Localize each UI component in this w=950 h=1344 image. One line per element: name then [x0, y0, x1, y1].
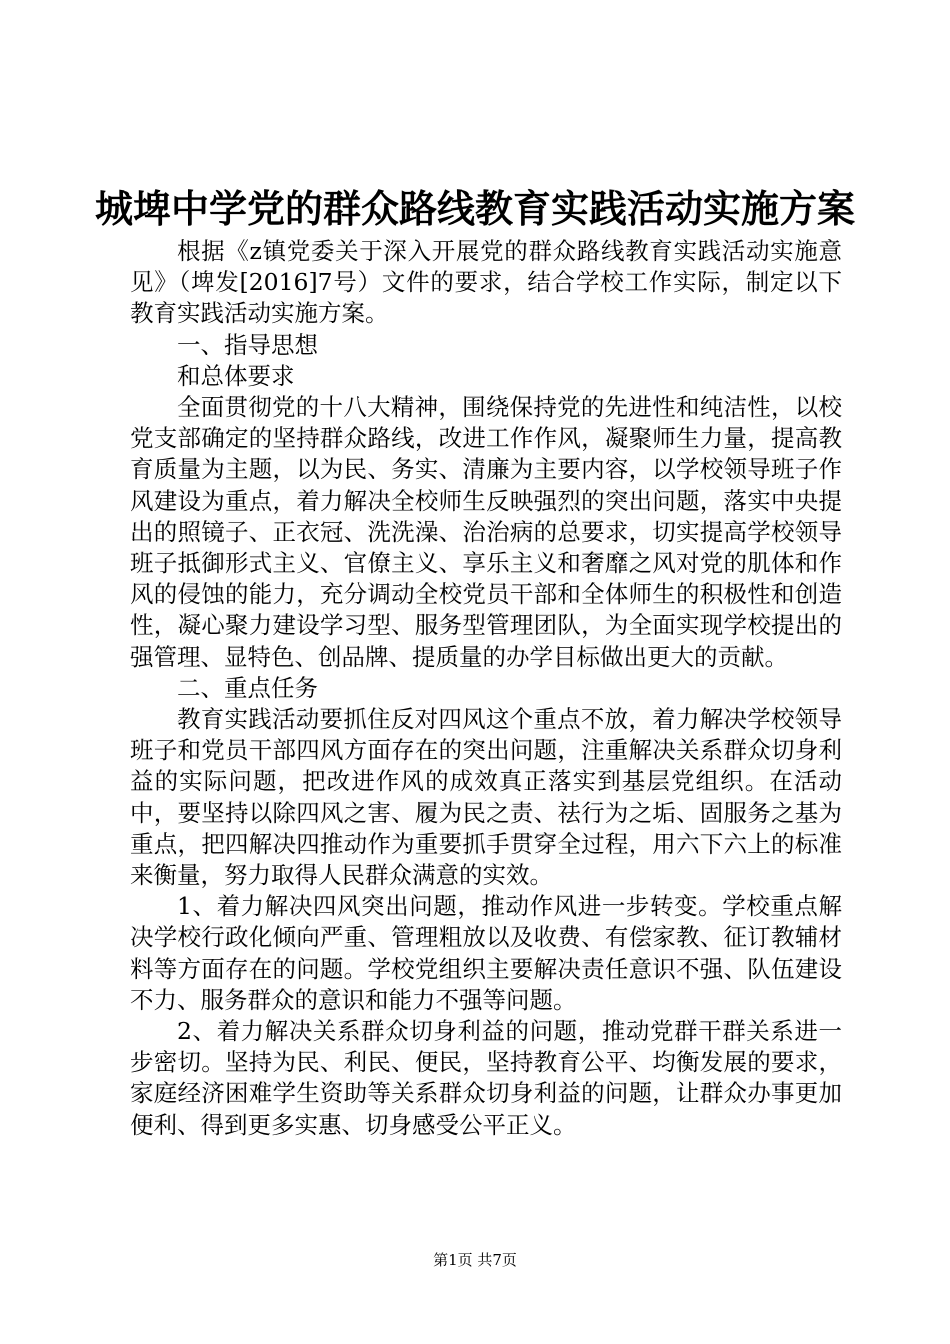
guiding-thought-paragraph: 全面贯彻党的十八大精神，围绕保持党的先进性和纯洁性，以校党支部确定的坚持群众路线，改进工作作风，凝聚师生力量，提高教育质量为主题，以为民、务实、清廉为主要内容，以学校领导班子作风建设为重点，着力解决全校师生反映强烈的突出问题，落实中央提出的照镜子、正衣冠、洗洗澡、治治病的总要求，切实提高学校领导班子抵御形式主义、官僚主义、享乐主义和奢靡之风对党的肌体和作风的侵蚀的能力，充分调动全校党员干部和全体师生的积极性和创造性，凝心聚力建设学习型、服务型管理团队，为全面实现学校提出的强管理、显特色、创品牌、提质量的办学目标做出更大的贡献。: [130, 393, 842, 671]
section-heading-key-tasks: 二、重点任务: [177, 673, 318, 702]
task-item-2: 2、着力解决关系群众切身利益的问题，推动党群干群关系进一步密切。坚持为民、利民、便民，坚持教育公平、均衡发展的要求，家庭经济困难学生资助等关系群众切身利益的问题，让群众办事更加便利、得到更多实惠、切身感受公平正义。: [130, 1017, 842, 1139]
key-tasks-paragraph: 教育实践活动要抓住反对四风这个重点不放，着力解决学校领导班子和党员干部四风方面存在的突出问题，注重解决关系群众切身利益的实际问题，把改进作风的成效真正落实到基层党组织。在活动中，要坚持以除四风之害、履为民之责、祛行为之垢、固服务之基为重点，把四解决四推动作为重要抓手贯穿全过程，用六下六上的标准来衡量，努力取得人民群众满意的实效。: [130, 705, 842, 890]
section-heading-overall-requirements: 和总体要求: [177, 361, 295, 390]
section-heading-guiding-thought: 一、指导思想: [177, 330, 318, 359]
document-title: 城埤中学党的群众路线教育实践活动实施方案: [94, 186, 855, 231]
document-body: [130, 236, 842, 1141]
task-item-1: 1、着力解决四风突出问题，推动作风进一步转变。学校重点解决学校行政化倾向严重、管理粗放以及收费、有偿家教、征订教辅材料等方面存在的问题。学校党组织主要解决责任意识不强、队伍建设不力、服务群众的意识和能力不强等问题。: [130, 892, 842, 1014]
page-number-footer: 第1页 共7页: [433, 1251, 517, 1269]
intro-paragraph: 根据《z镇党委关于深入开展党的群众路线教育实践活动实施意见》（埤发[2016]7号）文件的要求，结合学校工作实际，制定以下教育实践活动实施方案。: [130, 237, 842, 328]
